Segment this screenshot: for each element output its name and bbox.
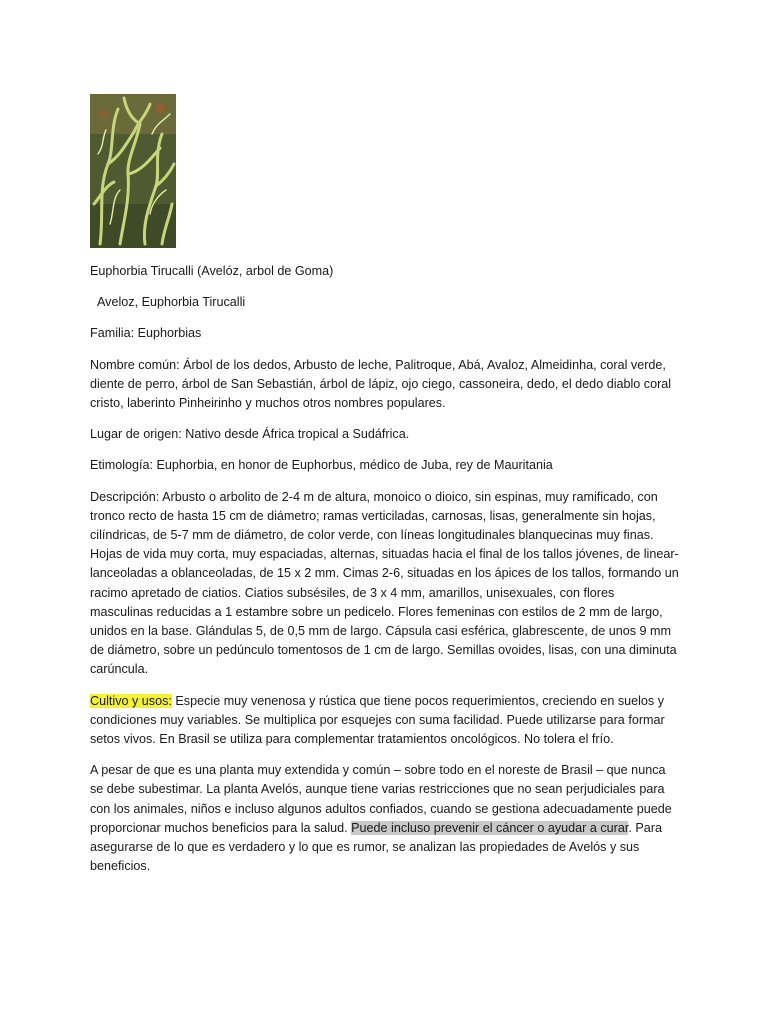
document-body: [90, 262, 680, 888]
nombre-comun-paragraph: Nombre común: Árbol de los dedos, Arbusto de leche, Palitroque, Abá, Avaloz, Almeidinha, coral verde, diente de perro, árbol de San Sebastián, árbol de lápiz, ojo ciego, cassoneira, dedo, el dedo diablo coral cristo, laberinto Pinheirinho y muchos otros nombres populares.: [90, 357, 672, 411]
final-highlight: Puede incluso prevenir el cáncer o ayudar a curar: [351, 820, 629, 835]
lugar-origen-paragraph: Lugar de origen: Nativo desde África tropical a Sudáfrica.: [90, 427, 410, 442]
final-paragraph: [90, 761, 680, 876]
euphorbia-plant-photo: [90, 94, 176, 248]
final-text-after: . Para asegurarse de lo que es verdadero y lo que es rumor, se analizan las propiedades de Avelós y sus beneficios.: [90, 820, 662, 874]
descripcion-paragraph: Descripción: Arbusto o arbolito de 2-4 m de altura, monoico o dioico, sin espinas, muy ramificado, con tronco recto de hasta 15 cm de diámetro; ramas verticiladas, carnosas, lisas, generalmente sin hojas, cilíndricas, de 5-7 mm de diámetro, de color verde, con líneas longitudinales blanquecinas muy finas. Hojas de vida muy corta, muy espaciadas, alternas, situadas hacia el final de los tallos jóvenes, de linear-lanceoladas a oblanceoladas, de 15 x 2 mm. Cimas 2-6, situadas en los ápices de los tallos, formando un racimo apretado de ciatios. Ciatios subsésiles, de 3 x 4 mm, amarillos, unisexuales, con flores masculinas reducidas a 1 estambre sobre un pedicelo. Flores femeninas con estilos de 2 mm de largo, unidos en la base. Glándulas 5, de 0,5 mm de largo. Cápsula casi esférica, glabrescente, de unos 9 mm de diámetro, sobre un pedúnculo tomentosos de 1 cm de largo. Semillas ovoides, lisas, con una diminuta carúncula.: [90, 489, 679, 677]
final-text-before: A pesar de que es una planta muy extendida y común – sobre todo en el noreste de Brasil – que nunca se debe subestimar. La planta Avelós, aunque tiene varias restricciones que no sean perjudiciales para con los animales, niños e incluso algunos adultos confiados, cuando se gestiona adecuadamente puede proporcionar muchos beneficios para la salud.: [90, 763, 672, 835]
cultivo-label-highlight: Cultivo y usos:: [90, 693, 172, 708]
plant-photo-graphic: [90, 94, 176, 248]
document-subtitle: Aveloz, Euphorbia Tirucalli: [97, 295, 246, 310]
document-title: Euphorbia Tirucalli (Avelóz, arbol de Goma): [90, 264, 334, 278]
cultivo-text: Especie muy venenosa y rústica que tiene pocos requerimientos, creciendo en suelos y condiciones muy variables. Se multiplica por esquejes con suma facilidad. Puede utilizarse para formar setos vivos. En Brasil se utiliza para complementar tratamientos oncológicos. No tolera el frío.: [90, 693, 665, 747]
etimologia-paragraph: Etimología: Euphorbia, en honor de Euphorbus, médico de Juba, rey de Mauritania: [90, 458, 553, 473]
familia-paragraph: Familia: Euphorbias: [90, 326, 202, 341]
cultivo-paragraph: [90, 692, 680, 750]
